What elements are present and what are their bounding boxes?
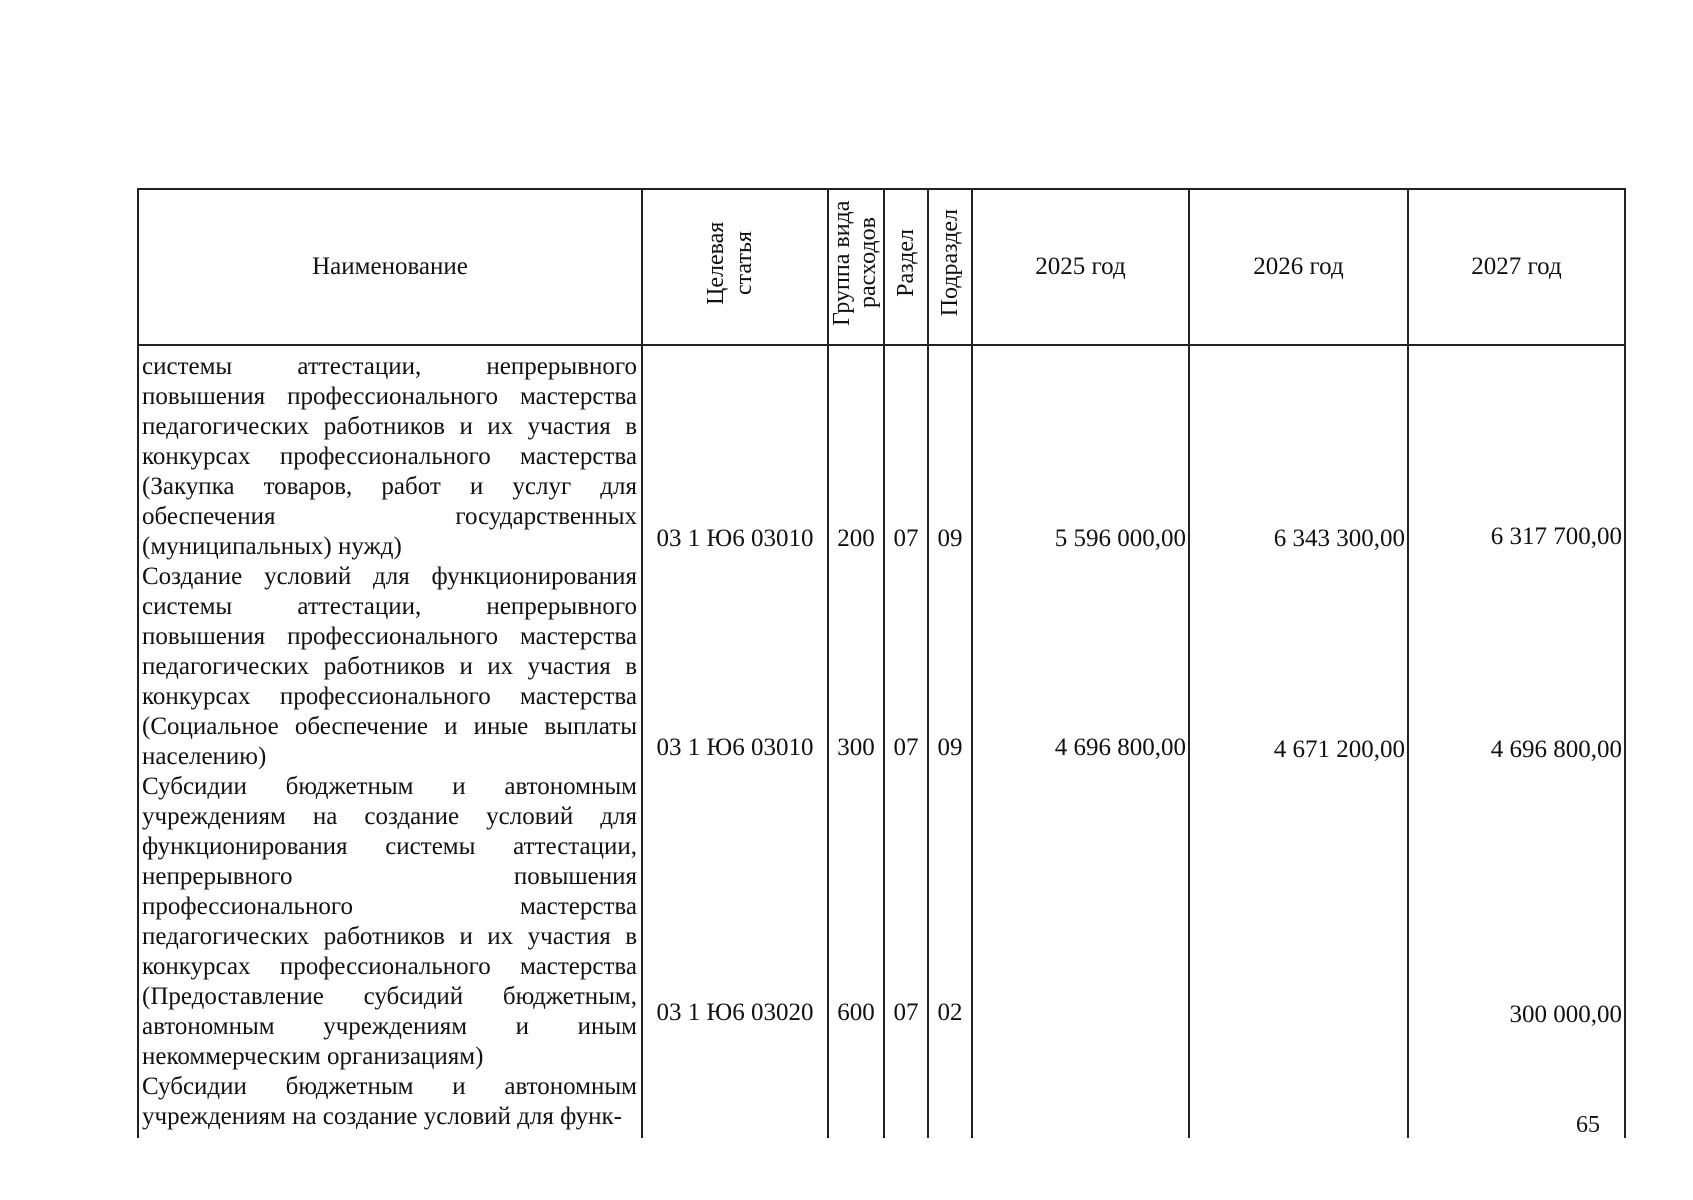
row-1-name: системы аттестации, непрерывного повышения профессионального мастерства педагогических работников и их участия в конкурсах профессионального мастерства (Закупка товаров, работ и услуг для обеспечения государственных (муниципальных) нужд) <box>142 353 637 560</box>
y2026-column <box>1189 345 1408 1138</box>
header-section: Раздел <box>884 189 928 345</box>
subsection-column <box>928 345 972 1138</box>
row-2-y2027: 4 696 800,00 <box>1490 736 1622 763</box>
header-2025: 2025 год <box>972 189 1189 345</box>
budget-table <box>137 188 1626 1138</box>
row-2-subsection: 09 <box>937 734 963 761</box>
row-3-section: 07 <box>893 999 919 1026</box>
row-2-group: 300 <box>837 734 875 761</box>
row-3-y2027: 300 000,00 <box>1509 1001 1622 1028</box>
table-body-row <box>138 345 1625 1138</box>
header-expense-group: Группа вида расходов <box>828 189 884 345</box>
row-2-article: 03 1 Ю6 03010 <box>656 734 814 761</box>
header-2027: 2027 год <box>1408 189 1625 345</box>
names-column <box>138 345 642 1138</box>
page-number: 65 <box>1576 1112 1600 1138</box>
row-1-section: 07 <box>893 525 919 552</box>
row-2-name: Создание условий для функционирования системы аттестации, непрерывного повышения профессионального мастерства педагогических работников и их участия в конкурсах профессионального мастерства (Социальное обеспечение и иные выплаты населению) <box>142 563 637 770</box>
row-3-group: 600 <box>837 999 875 1026</box>
row-1-article: 03 1 Ю6 03010 <box>656 525 814 552</box>
header-subsection: Подраздел <box>928 189 972 345</box>
row-3-name: Субсидии бюджетным и автономным учреждениям на создание условий для функционирования системы аттестации, непрерывного повышения профессионального мастерства педагогических работников и их участия в конкурсах профессионального мастерства (Предоставление субсидий бюджетным, автономным учреждениям и иным некоммерческим организациям) <box>142 773 637 1070</box>
section-column <box>884 345 928 1138</box>
row-1-y2027: 6 317 700,00 <box>1490 523 1622 550</box>
table-header-row <box>138 189 1625 345</box>
row-1-subsection: 09 <box>937 525 963 552</box>
y2025-column <box>972 345 1189 1138</box>
header-name: Наименование <box>138 189 642 345</box>
row-3-article: 03 1 Ю6 03020 <box>656 999 814 1026</box>
row-2-y2025: 4 696 800,00 <box>1054 734 1186 761</box>
row-1-y2026: 6 343 300,00 <box>1273 525 1405 552</box>
row-2-y2026: 4 671 200,00 <box>1273 736 1405 763</box>
row-3-subsection: 02 <box>937 999 963 1026</box>
article-column <box>642 345 828 1138</box>
group-column <box>828 345 884 1138</box>
row-1-y2025: 5 596 000,00 <box>1054 525 1186 552</box>
row-2-section: 07 <box>893 734 919 761</box>
row-1-group: 200 <box>837 525 875 552</box>
header-target-article: Целевая статья <box>642 189 828 345</box>
row-4-name: Субсидии бюджетным и автономным учреждениям на создание условий для функ- <box>142 1073 637 1130</box>
header-2026: 2026 год <box>1189 189 1408 345</box>
y2027-column <box>1408 345 1625 1138</box>
